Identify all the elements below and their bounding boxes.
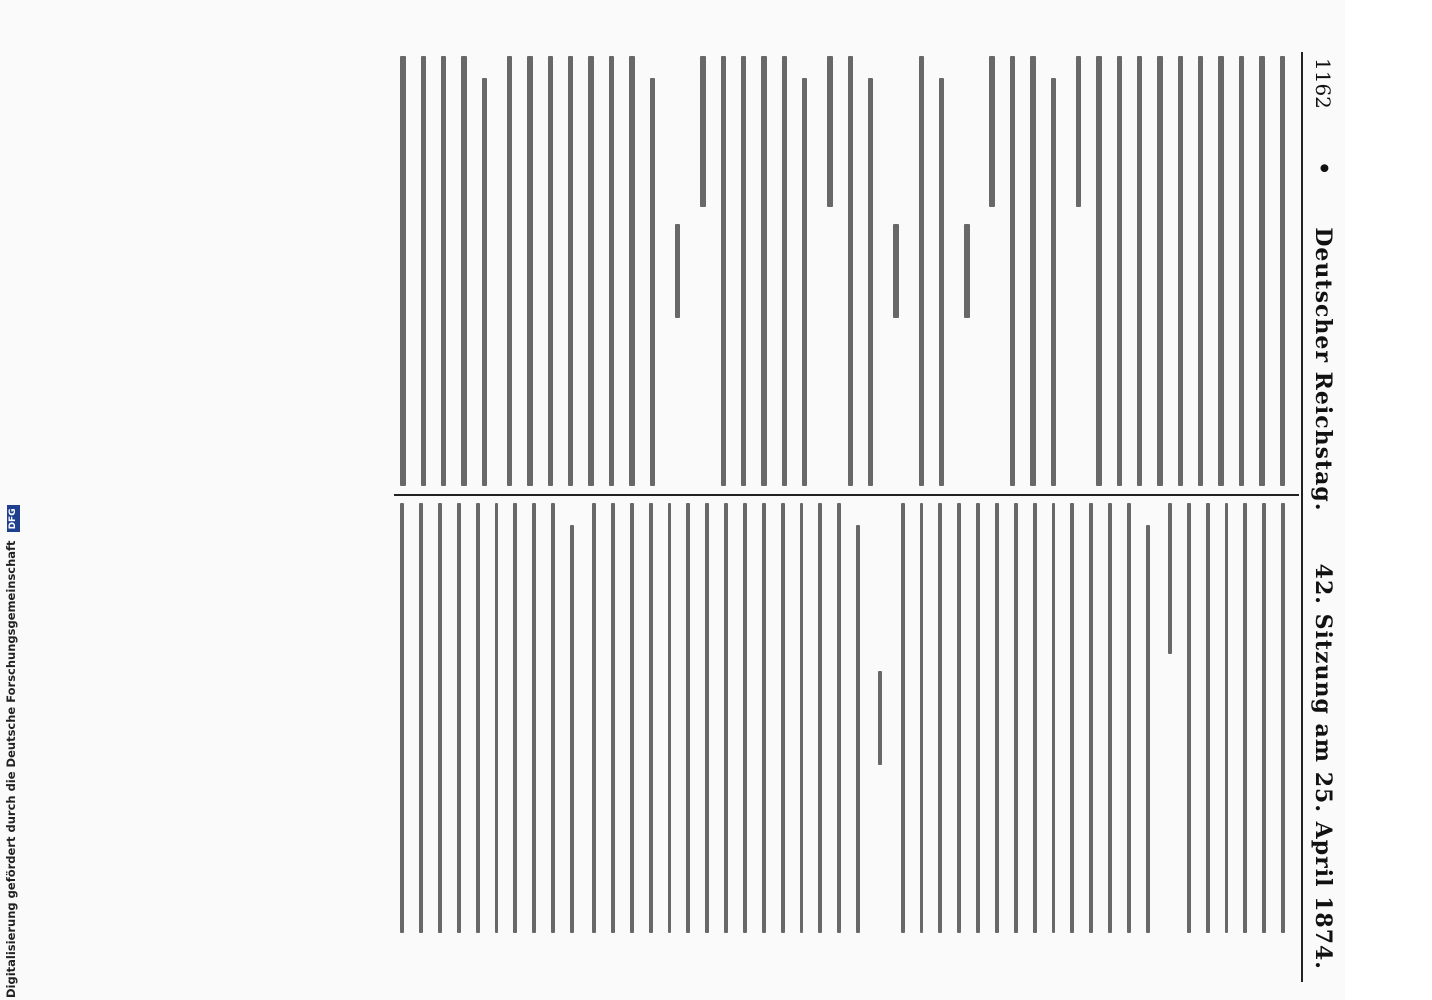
- text-line: [438, 503, 442, 933]
- text-line: [629, 56, 634, 486]
- paragraph-gap: [881, 56, 886, 486]
- text-line: [700, 56, 705, 207]
- text-line: [630, 503, 634, 933]
- text-line: [1259, 56, 1264, 486]
- text-line: [1262, 503, 1266, 933]
- text-line: [611, 503, 615, 933]
- text-line: [818, 503, 822, 933]
- text-line: [989, 56, 994, 207]
- text-line: [705, 503, 709, 933]
- text-line: [741, 56, 746, 486]
- text-line: [1178, 56, 1183, 486]
- text-line: [802, 78, 807, 486]
- dfg-logo: DFG: [7, 505, 20, 532]
- paragraph-gap: [815, 56, 820, 486]
- text-line: [1239, 56, 1244, 486]
- text-line: [1146, 525, 1150, 933]
- text-line: [400, 56, 405, 486]
- paragraph-gap: [1064, 56, 1069, 486]
- paragraph-gap: [1158, 503, 1162, 933]
- text-line: [609, 56, 614, 486]
- text-line: [513, 503, 517, 933]
- text-line: [1206, 503, 1210, 933]
- text-line: [687, 503, 691, 933]
- paragraph-gap: [663, 56, 668, 486]
- text-line: [901, 503, 905, 933]
- text-line: [592, 503, 596, 933]
- digitization-credit: [2, 318, 20, 998]
- text-line: [721, 56, 726, 486]
- text-line: [781, 503, 785, 933]
- text-line: [878, 671, 882, 766]
- text-line: [1243, 503, 1247, 933]
- text-line: [939, 78, 944, 486]
- text-line: [649, 503, 653, 933]
- paragraph-gap: [495, 56, 500, 486]
- text-line: [421, 56, 426, 486]
- text-line: [782, 56, 787, 486]
- text-line: [507, 56, 512, 486]
- text-line: [1089, 503, 1093, 933]
- page-number: 1162: [1311, 58, 1335, 109]
- credit-text: Digitalisierung gefördert durch die Deutsche Forschungsgemeinschaft: [4, 540, 18, 998]
- text-line: [441, 56, 446, 486]
- text-line: [675, 224, 680, 319]
- text-line: [668, 503, 672, 933]
- text-line: [570, 525, 574, 933]
- session-info: 42. Sitzung am 25. April 1874.: [1310, 563, 1336, 970]
- text-line: [650, 78, 655, 486]
- text-line: [568, 56, 573, 486]
- paragraph-gap: [688, 56, 693, 486]
- text-line: [1168, 503, 1172, 654]
- text-line: [1157, 56, 1162, 486]
- text-line: [527, 56, 532, 486]
- text-line: [1052, 503, 1056, 933]
- text-line: [1137, 56, 1142, 486]
- text-line: [1076, 56, 1081, 207]
- text-line: [1014, 503, 1018, 933]
- text-line: [995, 503, 999, 933]
- text-line: [837, 503, 841, 933]
- paragraph-gap: [978, 56, 983, 486]
- paragraph-gap: [907, 56, 912, 486]
- text-line: [724, 503, 728, 933]
- paragraph-gap: [868, 503, 872, 933]
- text-line: [868, 78, 873, 486]
- text-line: [457, 503, 461, 933]
- text-line: [400, 503, 404, 933]
- header-rule: [1301, 52, 1303, 982]
- paragraph-gap: [582, 503, 586, 933]
- text-line: [1219, 56, 1224, 486]
- text-line: [848, 56, 853, 486]
- text-line: [1033, 503, 1037, 933]
- text-line: [419, 503, 423, 933]
- text-line: [957, 503, 961, 933]
- header-dot: •: [1310, 161, 1336, 176]
- text-line: [1030, 56, 1035, 486]
- text-line: [893, 224, 898, 319]
- text-line: [938, 503, 942, 933]
- text-line: [761, 56, 766, 486]
- text-line: [1070, 503, 1074, 933]
- text-line: [976, 503, 980, 933]
- text-line: [919, 56, 924, 486]
- right-column: [393, 503, 1293, 933]
- text-line: [1051, 78, 1056, 486]
- text-line: [551, 503, 555, 933]
- column-rule: [394, 494, 1299, 496]
- text-line: [1280, 56, 1285, 486]
- text-line: [743, 503, 747, 933]
- text-line: [827, 56, 832, 207]
- left-column: [393, 56, 1293, 486]
- text-line: [856, 525, 860, 933]
- text-line: [1117, 56, 1122, 486]
- text-line: [1198, 56, 1203, 486]
- text-line: [800, 503, 804, 933]
- text-line: [1187, 503, 1191, 933]
- paragraph-gap: [952, 56, 957, 486]
- text-line: [476, 503, 480, 933]
- text-line: [495, 503, 499, 933]
- publication-title: Deutscher Reichstag.: [1310, 227, 1336, 512]
- text-line: [762, 503, 766, 933]
- paragraph-gap: [890, 503, 894, 933]
- text-line: [920, 503, 924, 933]
- text-line: [964, 224, 969, 319]
- text-line: [1096, 56, 1101, 486]
- text-line: [482, 78, 487, 486]
- text-line: [461, 56, 466, 486]
- text-line: [1281, 503, 1285, 933]
- text-line: [1127, 503, 1131, 933]
- text-line: [548, 56, 553, 486]
- text-line: [589, 56, 594, 486]
- text-line: [1010, 56, 1015, 486]
- text-line: [1108, 503, 1112, 933]
- text-line: [532, 503, 536, 933]
- page-header: [1303, 58, 1343, 970]
- text-line: [1225, 503, 1229, 933]
